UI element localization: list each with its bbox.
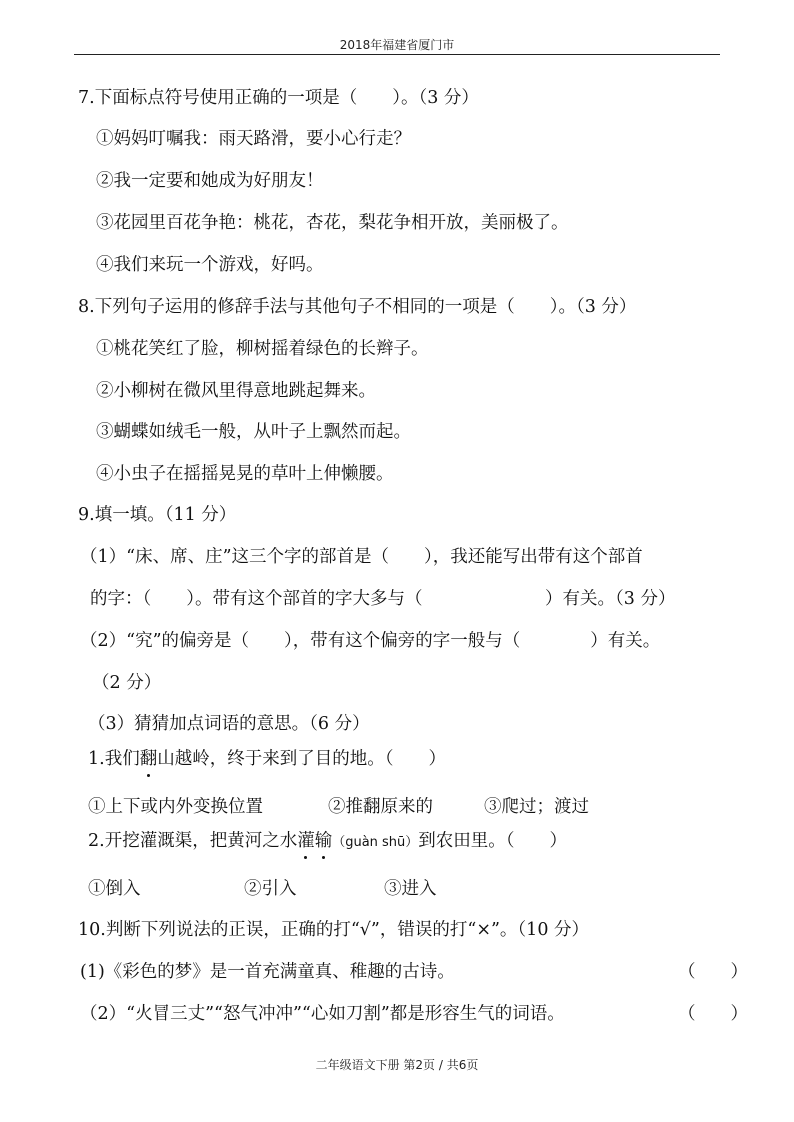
q9-s1-option-3: ③爬过；渡过 (484, 797, 589, 817)
dotted-char-shu: 输 (314, 831, 333, 851)
header-rule (74, 54, 720, 55)
page-header: 2018年福建省厦门市 (339, 38, 455, 52)
q9-sentence-1 (88, 747, 446, 771)
q7-option-1: ①妈妈叮嘱我：雨天路滑，要小心行走？ (96, 129, 411, 149)
q7-stem: 7.下面标点符号使用正确的一项是（ ）。（3 分） (78, 88, 479, 108)
q9-s1-option-1: ①上下或内外变换位置 (88, 797, 263, 817)
q8-option-1: ①桃花笑红了脸，柳树摇着绿色的长辫子。 (96, 339, 429, 359)
q8-option-4: ④小虫子在摇摇晃晃的草叶上伸懒腰。 (96, 464, 394, 484)
sentence-2-before: 2.开挖灌溉渠，把黄河之水 (88, 831, 298, 851)
q8-stem: 8.下列句子运用的修辞手法与其他句子不相同的一项是（ ）。（3 分） (78, 297, 637, 317)
q10-item-2-answer-paren: （ ） (678, 1004, 748, 1024)
q9-s2-option-3: ③进入 (384, 879, 437, 899)
q7-option-2: ②我一定要和她成为好朋友！ (96, 171, 324, 191)
page-footer: 二年级语文下册 第2页 / 共6页 (315, 1058, 479, 1072)
q9-s1-option-2: ②推翻原来的 (328, 797, 433, 817)
q9-s2-option-1: ①倒入 (88, 879, 141, 899)
sentence-2-after: 到农田里。（ ） (418, 831, 568, 851)
q10-item-2: （2）“火冒三丈”“怒气冲冲”“心如刀割”都是形容生气的词语。 (80, 1004, 565, 1024)
dotted-char-fan: 翻 (139, 749, 158, 769)
q9-sentence-2 (88, 829, 567, 855)
dotted-char-guan: 灌 (297, 831, 315, 851)
q9-s2-option-2: ②引入 (244, 879, 297, 899)
q9-part1-line1: （1）“床、席、庄”这三个字的部首是（ ），我还能写出带有这个部首 (80, 547, 643, 567)
sentence-1-before: 1.我们 (88, 749, 140, 769)
q9-part2-line2: （2 分） (92, 673, 162, 693)
sentence-1-after: 山越岭，终于来到了目的地。（ ） (157, 749, 446, 769)
q10-item-1: (1)《彩色的梦》是一首充满童真、稚趣的古诗。 (80, 962, 455, 982)
q7-option-3: ③花园里百花争艳：桃花，杏花，梨花争相开放，美丽极了。 (96, 213, 569, 233)
q7-option-4: ④我们来玩一个游戏，好吗。 (96, 255, 324, 275)
q10-stem: 10.判断下列说法的正误，正确的打“√”，错误的打“×”。（10 分） (78, 920, 590, 940)
q9-part1-line2: 的字：（ ）。带有这个部首的字大多与（ ）有关。（3 分） (90, 589, 676, 609)
q10-item-1-answer-paren: （ ） (678, 962, 748, 982)
pinyin-annotation: （guàn shū） (332, 835, 419, 850)
q9-part2-line1: （2）“究”的偏旁是（ ），带有这个偏旁的字一般与（ ）有关。 (80, 631, 661, 651)
q8-option-2: ②小柳树在微风里得意地跳起舞来。 (96, 381, 376, 401)
q8-option-3: ③蝴蝶如绒毛一般，从叶子上飘然而起。 (96, 422, 411, 442)
q9-stem: 9.填一填。（11 分） (78, 505, 237, 525)
q9-part3-stem: （3）猜猜加点词语的意思。（6 分） (88, 714, 370, 734)
